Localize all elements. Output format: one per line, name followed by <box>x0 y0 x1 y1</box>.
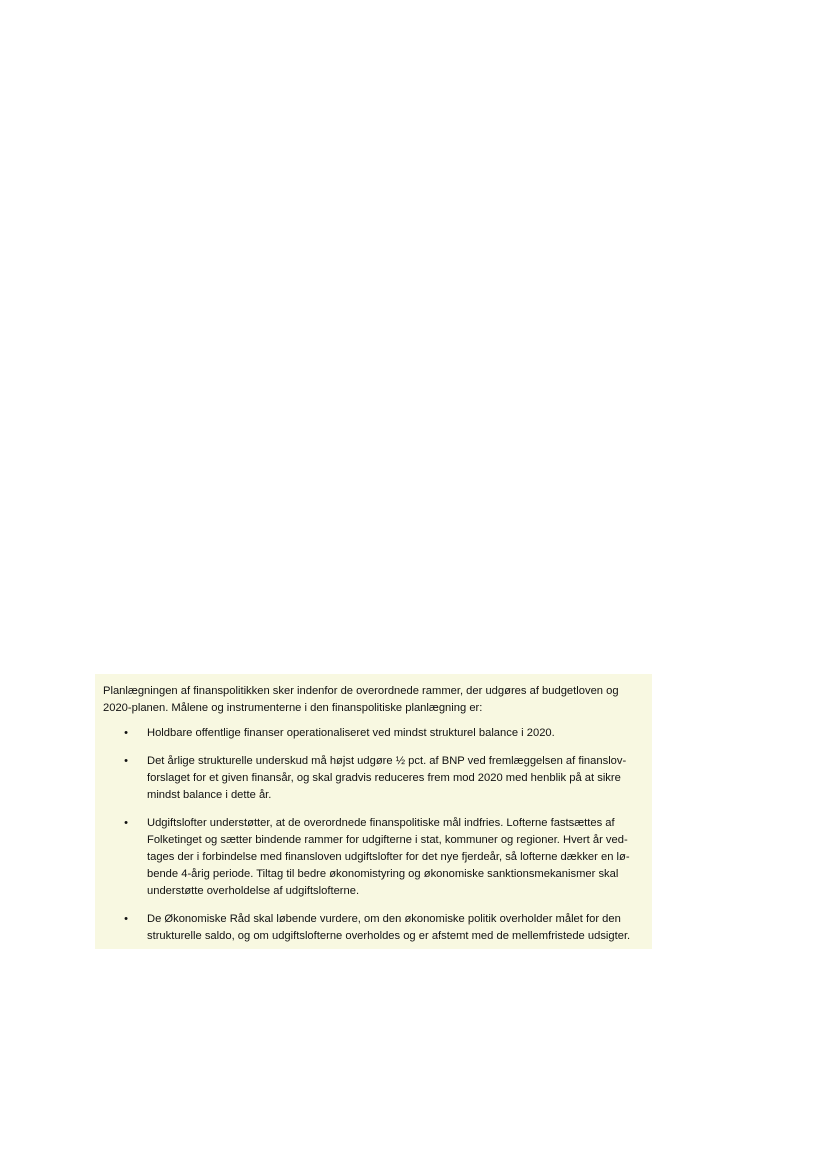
bullet-item <box>103 911 644 945</box>
bullet-icon: • <box>124 913 128 925</box>
bullet-line: Udgiftslofter understøtter, at de overordnede finanspolitiske mål indfries. Lofterne fastsættes af <box>147 817 615 829</box>
bullet-line: Holdbare offentlige finanser operationaliseret ved mindst strukturel balance i 2020. <box>147 727 555 739</box>
intro-line: 2020-planen. Målene og instrumenterne i den finanspolitiske planlægning er: <box>103 702 483 714</box>
bullet-line: forslaget for et given finansår, og skal gradvis reduceres frem mod 2020 med henblik på at sikre <box>147 772 621 784</box>
info-box <box>95 674 652 949</box>
bullet-item <box>103 815 644 900</box>
bullet-line: Folketinget og sætter bindende rammer for udgifterne i stat, kommuner og regioner. Hvert år ved- <box>147 834 628 846</box>
bullet-line: De Økonomiske Råd skal løbende vurdere, om den økonomiske politik overholder målet for den <box>147 913 621 925</box>
bullet-list <box>103 725 644 945</box>
bullet-line: mindst balance i dette år. <box>147 789 272 801</box>
bullet-item <box>103 725 644 742</box>
bullet-icon: • <box>124 817 128 829</box>
bullet-line: Det årlige strukturelle underskud må højst udgøre ½ pct. af BNP ved fremlæggelsen af finanslov- <box>147 755 627 767</box>
bullet-icon: • <box>124 755 128 767</box>
bullet-line: strukturelle saldo, og om udgiftslofterne overholdes og er afstemt med de mellemfristede udsigter. <box>147 930 631 942</box>
bullet-line: bende 4-årig periode. Tiltag til bedre økonomistyring og økonomiske sanktionsmekanismer skal <box>147 868 619 880</box>
bullet-line: tages der i forbindelse med finansloven udgiftslofter for det nye fjerdeår, så lofterne dækker en lø- <box>147 851 630 863</box>
bullet-item <box>103 753 644 804</box>
bullet-icon: • <box>124 727 128 739</box>
intro-paragraph <box>103 683 644 717</box>
intro-line: Planlægningen af finanspolitikken sker indenfor de overordnede rammer, der udgøres af budgetloven og <box>103 685 619 697</box>
bullet-line: understøtte overholdelse af udgiftslofterne. <box>147 885 360 897</box>
